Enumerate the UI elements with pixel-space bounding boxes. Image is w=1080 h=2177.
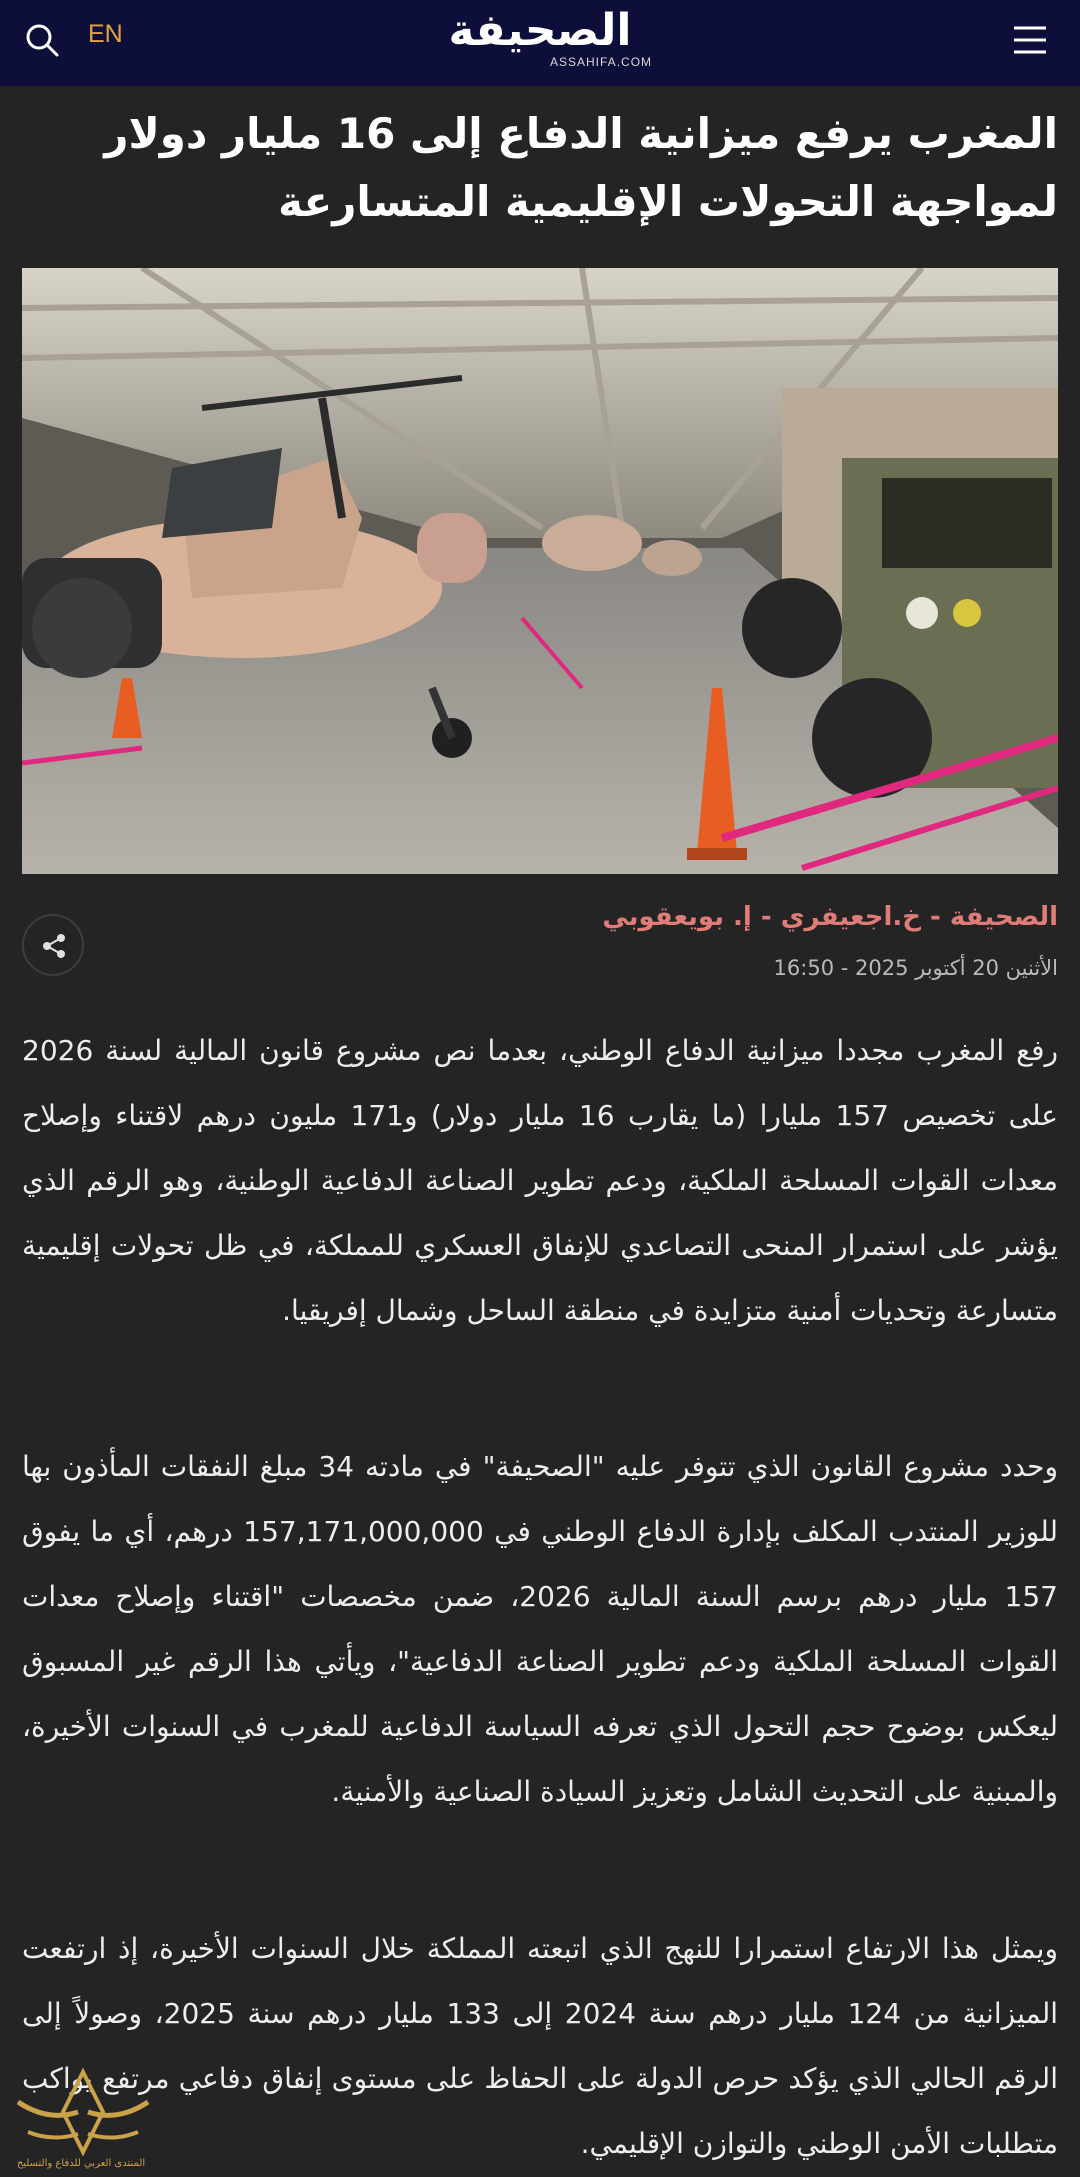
forum-watermark-text: المنتدى العربي للدفاع والتسليح — [16, 2158, 146, 2169]
article-hero-image — [22, 268, 1058, 874]
logo-subtitle: ASSAHIFA.COM — [550, 55, 653, 69]
article-date: الأثنين 20 أكتوبر 2025 - 16:50 — [773, 956, 1058, 980]
logo-text: الصحيفة — [448, 5, 632, 56]
article-author[interactable]: الصحيفة - خ.اجعيفري - إ. بويعقوبي — [602, 902, 1058, 932]
article-paragraph: ويمثل هذا الارتفاع استمرارا للنهج الذي اتبعته المملكة خلال السنوات الأخيرة، إذ ارتفعت الميزانية من 124 مليار درهم سنة 2024 إلى 133 مليار درهم سنة 2025، وصولاً إلى الرقم الحالي الذي يؤكد حرص الدولة على الحفاظ على مستوى إنفاق دفاعي مرتفع يواكب متطلبات الأمن الوطني والتوازن الإقليمي. — [22, 1932, 1059, 2160]
menu-icon[interactable] — [1012, 24, 1048, 56]
article-title: المغرب يرفع ميزانية الدفاع إلى 16 مليار دولار لمواجهة التحولات الإقليمية المتسارعة — [104, 109, 1058, 226]
language-switch[interactable]: EN — [88, 20, 123, 48]
site-header — [0, 0, 1080, 86]
share-button[interactable] — [22, 914, 84, 976]
article-paragraph: وحدد مشروع القانون الذي تتوفر عليه "الصحيفة" في مادته 34 مبلغ النفقات المأذون بها للوزير المنتدب المكلف بإدارة الدفاع الوطني في 157,171,000,000 درهم، أي ما يفوق 157 مليار درهم برسم السنة المالية 2026، ضمن مخصصات "اقتناء وإصلاح معدات القوات المسلحة الملكية ودعم تطوير الصناعة الدفاعية"، ويأتي هذا الرقم غير المسبوق ليعكس بوضوح حجم التحول الذي تعرفه السياسة الدفاعية للمغرب في السنوات الأخيرة، والمبنية على التحديث الشامل وتعزيز السيادة الصناعية والأمنية. — [22, 1450, 1059, 1808]
share-icon — [40, 932, 68, 960]
search-icon[interactable] — [24, 22, 60, 58]
site-logo[interactable] — [420, 5, 660, 70]
article-paragraph: رفع المغرب مجددا ميزانية الدفاع الوطني، بعدما نص مشروع قانون المالية لسنة 2026 على تخصيص 157 مليارا (ما يقارب 16 مليار دولار) و171 مليون درهم لاقتناء وإصلاح معدات القوات المسلحة الملكية، ودعم تطوير الصناعة الدفاعية الوطنية، وهو الرقم الذي يؤشر على استمرار المنحى التصاعدي للإنفاق العسكري للمملكة، في ظل تحولات إقليمية متسارعة وتحديات أمنية متزايدة في منطقة الساحل وشمال إفريقيا. — [22, 1034, 1058, 1327]
